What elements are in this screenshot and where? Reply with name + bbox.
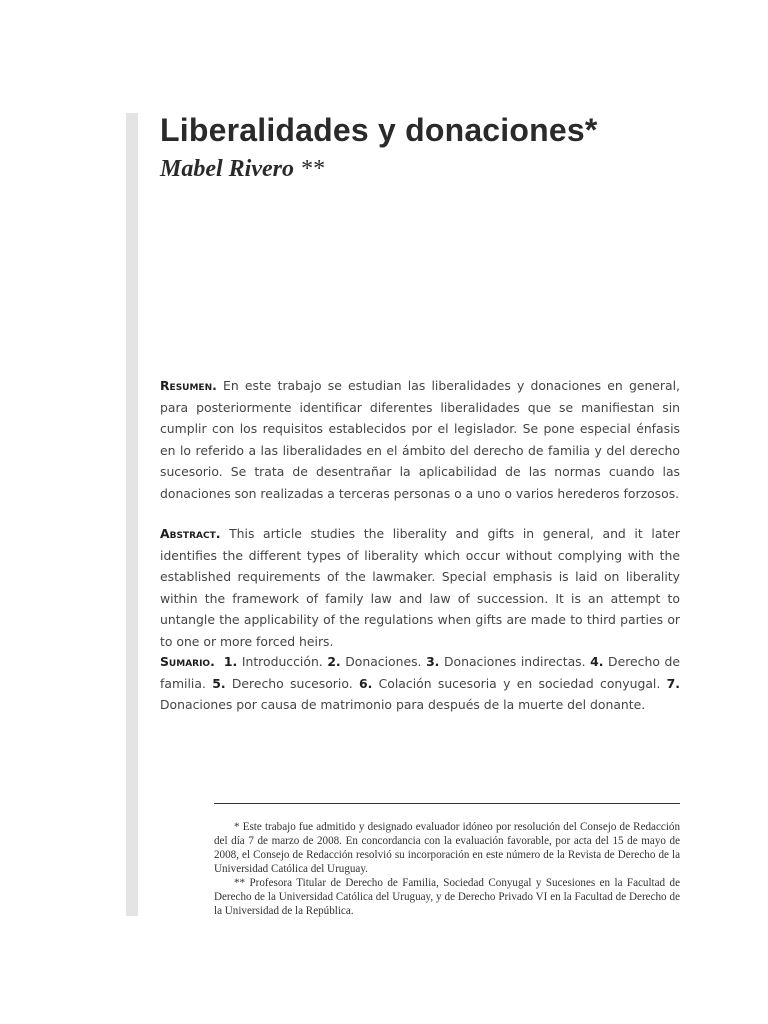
margin-bar bbox=[126, 113, 138, 916]
footnote-2: ** Profesora Titular de Derecho de Familia, Sociedad Conyugal y Sucesiones en la Facultad de Derecho de la Universidad Católica del Uruguay, y de Derecho Privado VI en la Facultad de Derecho de la Universidad de la República. bbox=[214, 877, 680, 917]
resumen-text: En este trabajo se estudian las liberalidades y donaciones en general, para posteriormente identificar diferentes liberalidades que se manifiestan sin cumplir con los requisitos establecidos por el legislador. Se pone especial énfasis en lo referido a las liberalidades en el ámbito del derecho de familia y del derecho sucesorio. Se trata de desentrañar la aplicabilidad de las normas cuando las donaciones son realizadas a terceras personas o a uno o varios herederos forzosos. bbox=[160, 378, 680, 501]
sumario-item-number: 7. bbox=[666, 675, 680, 691]
author-footnote-mark: ** bbox=[299, 156, 324, 182]
footnote-divider bbox=[214, 803, 680, 804]
author-name: Mabel Rivero bbox=[160, 156, 294, 182]
sumario-item-number: 6. bbox=[358, 675, 373, 691]
footnote-1: * Este trabajo fue admitido y designado evaluador idóneo por resolución del Consejo de Redacción del día 7 de marzo de 2008. En concordancia con la evaluación favorable, por acta del 15 de mayo de 2008, el Consejo de Redacción resolvió su incorporación en este número de la Revista de Derecho de la Universidad Católica del Uruguay. bbox=[214, 821, 680, 875]
sumario-item-text: Donaciones. bbox=[345, 654, 422, 669]
sumario-item-text: Introducción. bbox=[241, 654, 323, 669]
sumario-item-text: Derecho sucesorio. bbox=[231, 675, 353, 691]
resumen-label: Resumen. bbox=[160, 378, 217, 393]
sumario-item-text: Derecho de familia. bbox=[160, 654, 680, 691]
resumen-paragraph bbox=[160, 375, 680, 505]
footnotes bbox=[214, 820, 680, 918]
sumario-item-number: 5. bbox=[212, 675, 226, 691]
sumario-paragraph bbox=[160, 651, 680, 716]
sumario-item-number: 3. bbox=[426, 654, 440, 669]
abstract-paragraph bbox=[160, 523, 680, 653]
article-title: Liberalidades y donaciones* bbox=[160, 112, 598, 148]
sumario-item-text: Donaciones indirectas. bbox=[443, 654, 586, 669]
abstract-text: This article studies the liberality and gifts in general, and it later identifies the different types of liberality which occur without complying with the established requirements of the lawmaker. Special emphasis is laid on liberality within the framework of family law and law of succession. It is an attempt to untangle the applicability of the regulations when gifts are made to third parties or to one or more forced heirs. bbox=[160, 526, 680, 649]
abstract-label: Abstract. bbox=[160, 526, 221, 541]
sumario-item-number: 4. bbox=[590, 654, 604, 669]
sumario-item-text: Colación sucesoria y en sociedad conyugal. bbox=[378, 675, 661, 691]
sumario-item-number: 2. bbox=[327, 654, 341, 669]
sumario-item-text: Donaciones por causa de matrimonio para después de la muerte del donante. bbox=[160, 697, 646, 713]
author-line bbox=[160, 156, 324, 183]
sumario-item-number: 1. bbox=[223, 654, 238, 669]
sumario-label: Sumario. bbox=[160, 654, 215, 669]
